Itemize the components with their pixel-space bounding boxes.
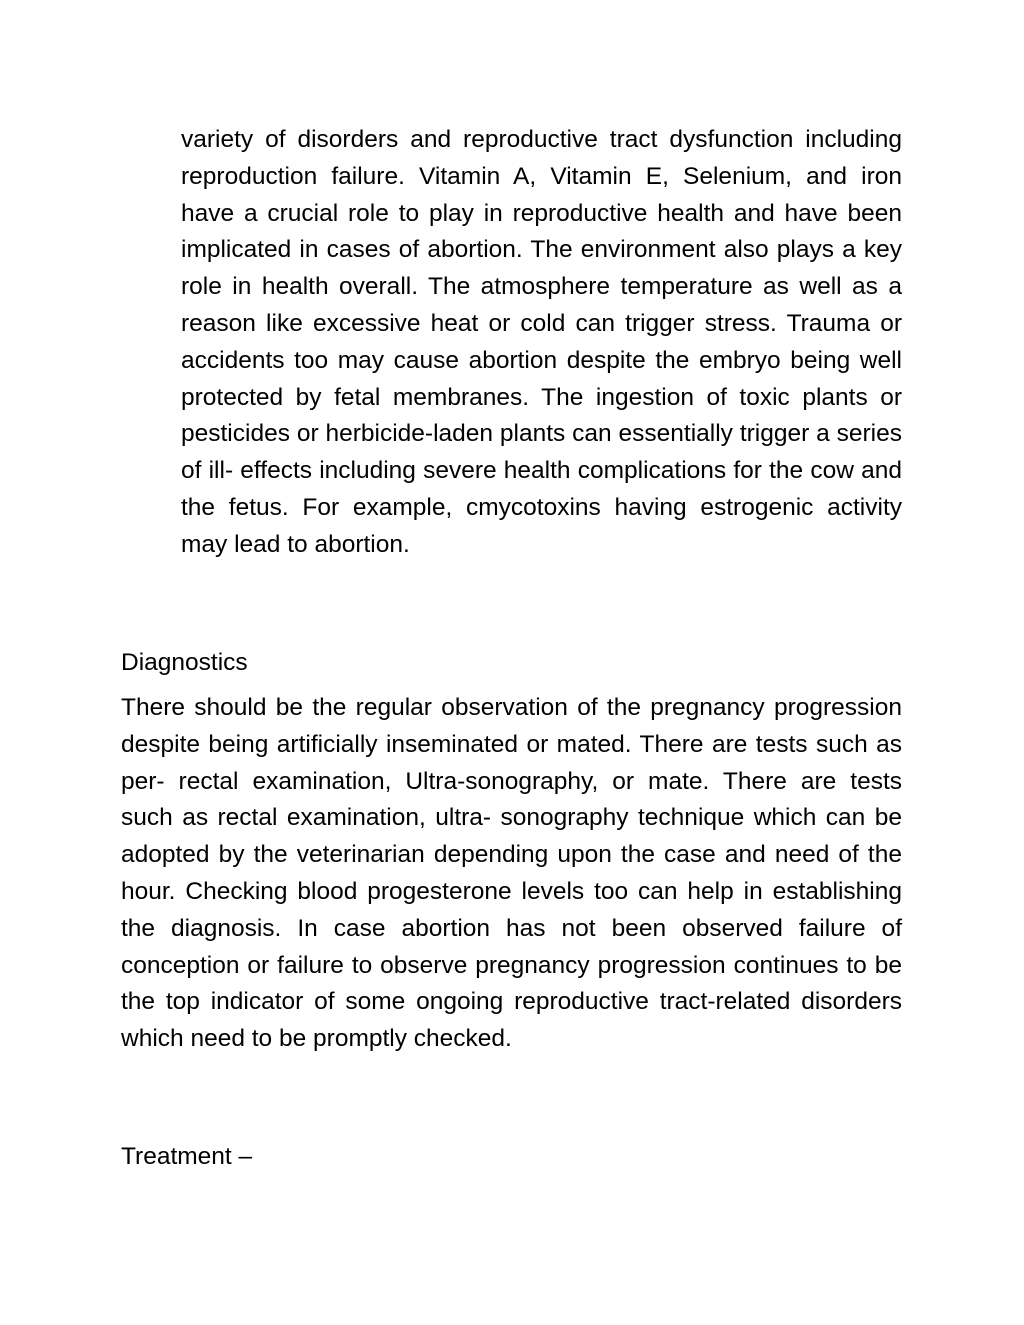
paragraph-diagnostics: There should be the regular observation of the pregnancy progression despite being artificially inseminated or mated. There are tests such as per- rectal examination, Ultra-sonography, or mate. There are tests such as rectal examination, ultra- sonography technique which can be adopted by the veterinarian depending upon the case and need of the hour. Checking blood progesterone levels too can help in establishing the diagnosis. In case abortion has not been observed failure of conception or failure to observe pregnancy progression continues to be the top indicator of some ongoing reproductive tract-related disorders which need to be promptly checked. — [121, 694, 902, 1053]
paragraph-causes: variety of disorders and reproductive tract dysfunction including reproduction failure. Vitamin A, Vitamin E, Selenium, and iron have a crucial role to play in reproductive health and have been implicated in cases of abortion. The environment also plays a key role in health overall. The atmosphere temperature as well as a reason like excessive heat or cold can trigger stress. Trauma or accidents too may cause abortion despite the embryo being well protected by fetal membranes. The ingestion of toxic plants or pesticides or herbicide-laden plants can essentially trigger a series of ill- effects including severe health complications for the cow and the fetus. For example, cmycotoxins having estrogenic activity may lead to abortion. — [181, 126, 902, 558]
heading-diagnostics: Diagnostics — [121, 649, 248, 676]
heading-treatment: Treatment – — [121, 1143, 253, 1170]
